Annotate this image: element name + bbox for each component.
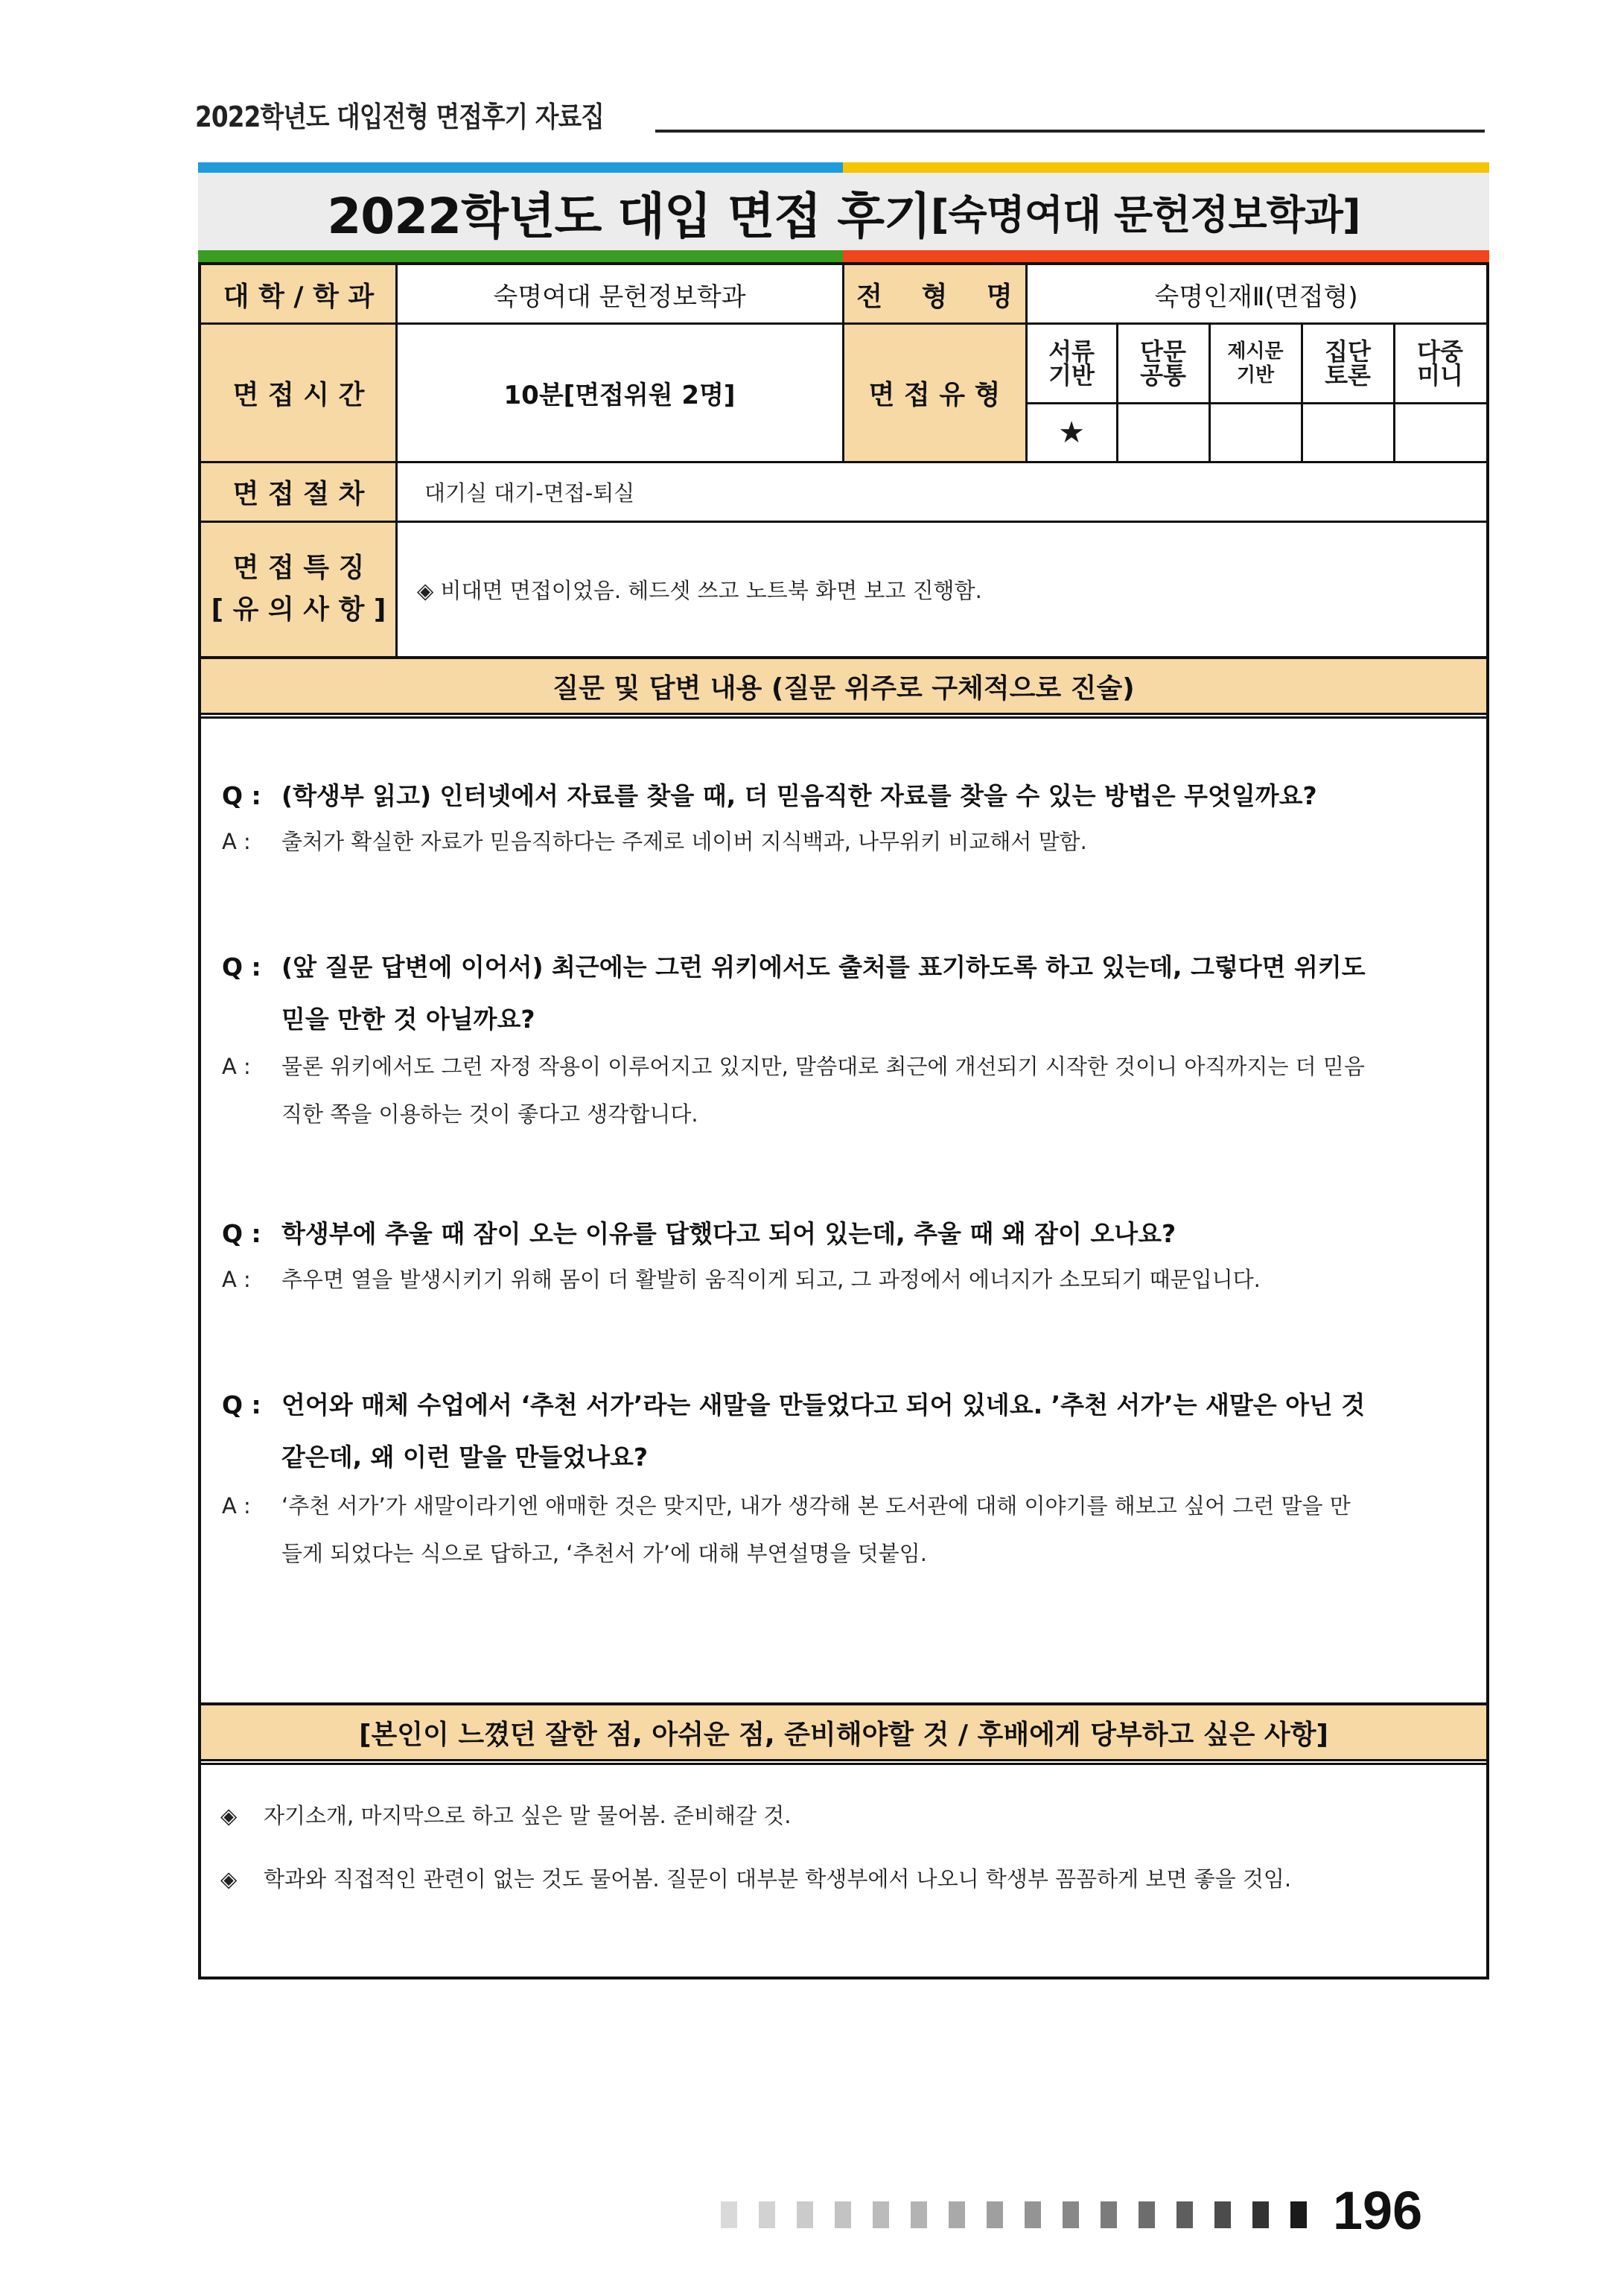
footer-square xyxy=(759,2201,775,2228)
page-title-main: 2022학년도 대입 면접 후기 xyxy=(327,187,931,245)
footer-square xyxy=(911,2201,927,2228)
page-title xyxy=(198,173,1489,250)
type-document: 서류 기반 xyxy=(1048,337,1095,389)
answer-2: A : 물론 위키에서도 그런 자정 작용이 이루어지고 있지만, 말씀대로 최근에 개선되기 시작한 것이니 아직까지는 더 믿음 직한 쪽을 이용하는 것이 좋다고 생각합니다. xyxy=(222,1054,1365,1127)
question-2: Q : (앞 질문 답변에 이어서) 최근에는 그런 위키에서도 출처를 표기하도록 하고 있는데, 그렇다면 위키도 믿을 만한 것 아닐까요? xyxy=(222,953,1366,1034)
page-number: 196 xyxy=(1333,2181,1423,2241)
type-multiple-mini: 다중 미니 xyxy=(1417,337,1463,389)
footer-square xyxy=(835,2201,851,2228)
university-label: 대 학 / 학 과 xyxy=(201,265,396,323)
answer-1: A : 출처가 확실한 자료가 믿음직하다는 주제로 네이버 지식백과, 나무위키 비교해서 말함. xyxy=(222,829,1087,854)
time-value: 10분[면접위원 2명] xyxy=(503,380,736,410)
type-group-discussion: 집단 토론 xyxy=(1325,337,1371,389)
type-document-mark: ★ xyxy=(1058,416,1085,450)
footer-square xyxy=(873,2201,889,2228)
type-label: 면 접 유 형 xyxy=(843,323,1026,462)
footer-square xyxy=(1101,2201,1117,2228)
title-bar-green xyxy=(198,250,843,262)
page-title-sub: [숙명여대 문헌정보학과] xyxy=(930,191,1360,238)
footer-square xyxy=(1139,2201,1155,2228)
advice-item: ◈ 학과와 직접적인 관련이 없는 것도 물어봄. 질문이 대부분 학생부에서 나오니 학생부 꼼꼼하게 보면 좋을 것임. xyxy=(220,1866,1292,1892)
running-header: 2022학년도 대입전형 면접후기 자료집 xyxy=(195,101,605,133)
type-group-discussion-mark xyxy=(1302,404,1394,462)
footer-square xyxy=(1252,2201,1269,2228)
feature-label: 면 접 특 징 [ 유 의 사 항 ] xyxy=(201,521,396,657)
running-header-rule xyxy=(655,130,1485,133)
feature-value: ◈ 비대면 면접이었음. 헤드셋 쓰고 노트북 화면 보고 진행함. xyxy=(417,577,982,603)
university-value: 숙명여대 문헌정보학과 xyxy=(493,282,746,312)
footer-square xyxy=(1025,2201,1041,2228)
type-short-common-mark xyxy=(1117,404,1209,462)
title-bar-blue xyxy=(198,162,843,173)
footer-square xyxy=(1214,2201,1231,2228)
type-short-common: 단문 공통 xyxy=(1140,337,1186,389)
footer-square xyxy=(987,2201,1003,2228)
title-bar-red xyxy=(843,250,1489,262)
footer-square xyxy=(949,2201,965,2228)
interview-form xyxy=(198,262,1489,1979)
type-multiple-mini-mark xyxy=(1394,404,1486,462)
title-bar-yellow xyxy=(843,162,1489,173)
advice-section-header: [본인이 느꼈던 잘한 점, 아쉬운 점, 준비해야할 것 / 후배에게 당부하고 싶은 사항] xyxy=(201,1705,1486,1759)
question-1: Q : (학생부 읽고) 인터넷에서 자료를 찾을 때, 더 믿음직한 자료를 찾을 수 있는 방법은 무엇일까요? xyxy=(222,781,1317,810)
advice-item: ◈ 자기소개, 마지막으로 하고 싶은 말 물어봄. 준비해갈 것. xyxy=(220,1803,792,1828)
track-label: 전 형 명 xyxy=(843,265,1026,323)
qa-section-header: 질문 및 답변 내용 (질문 위주로 구체적으로 진술) xyxy=(201,659,1486,713)
track-value: 숙명인재Ⅱ(면접형) xyxy=(1154,282,1358,312)
footer-square xyxy=(721,2201,737,2228)
answer-3: A : 추우면 열을 발생시키기 위해 몸이 더 활발히 움직이게 되고, 그 과정에서 에너지가 소모되기 때문입니다. xyxy=(222,1267,1261,1292)
footer-square xyxy=(1290,2201,1307,2228)
type-passage-mark xyxy=(1209,404,1302,462)
answer-4: A : ‘추천 서가’가 새말이라기엔 애매한 것은 맞지만, 내가 생각해 본 도서관에 대해 이야기를 해보고 싶어 그런 말을 만 들게 되었다는 식으로 답하고, ‘추천서 가’에 대해 부연설명을 덧붙임. xyxy=(222,1493,1351,1566)
footer-square xyxy=(797,2201,813,2228)
type-passage: 제시문 기반 xyxy=(1227,340,1284,387)
procedure-label: 면 접 절 차 xyxy=(201,462,396,521)
question-3: Q : 학생부에 추울 때 잠이 오는 이유를 답했다고 되어 있는데, 추울 때 왜 잠이 오나요? xyxy=(222,1219,1176,1248)
title-block xyxy=(198,162,1489,262)
question-4: Q : 언어와 매체 수업에서 ‘추천 서가’라는 새말을 만들었다고 되어 있네요. ’추천 서가’는 새말은 아닌 것 같은데, 왜 이런 말을 만들었나요? xyxy=(222,1390,1366,1472)
time-label: 면 접 시 간 xyxy=(201,323,396,462)
procedure-value: 대기실 대기-면접-퇴실 xyxy=(424,480,635,506)
footer-square xyxy=(1176,2201,1193,2228)
footer-square xyxy=(1063,2201,1079,2228)
